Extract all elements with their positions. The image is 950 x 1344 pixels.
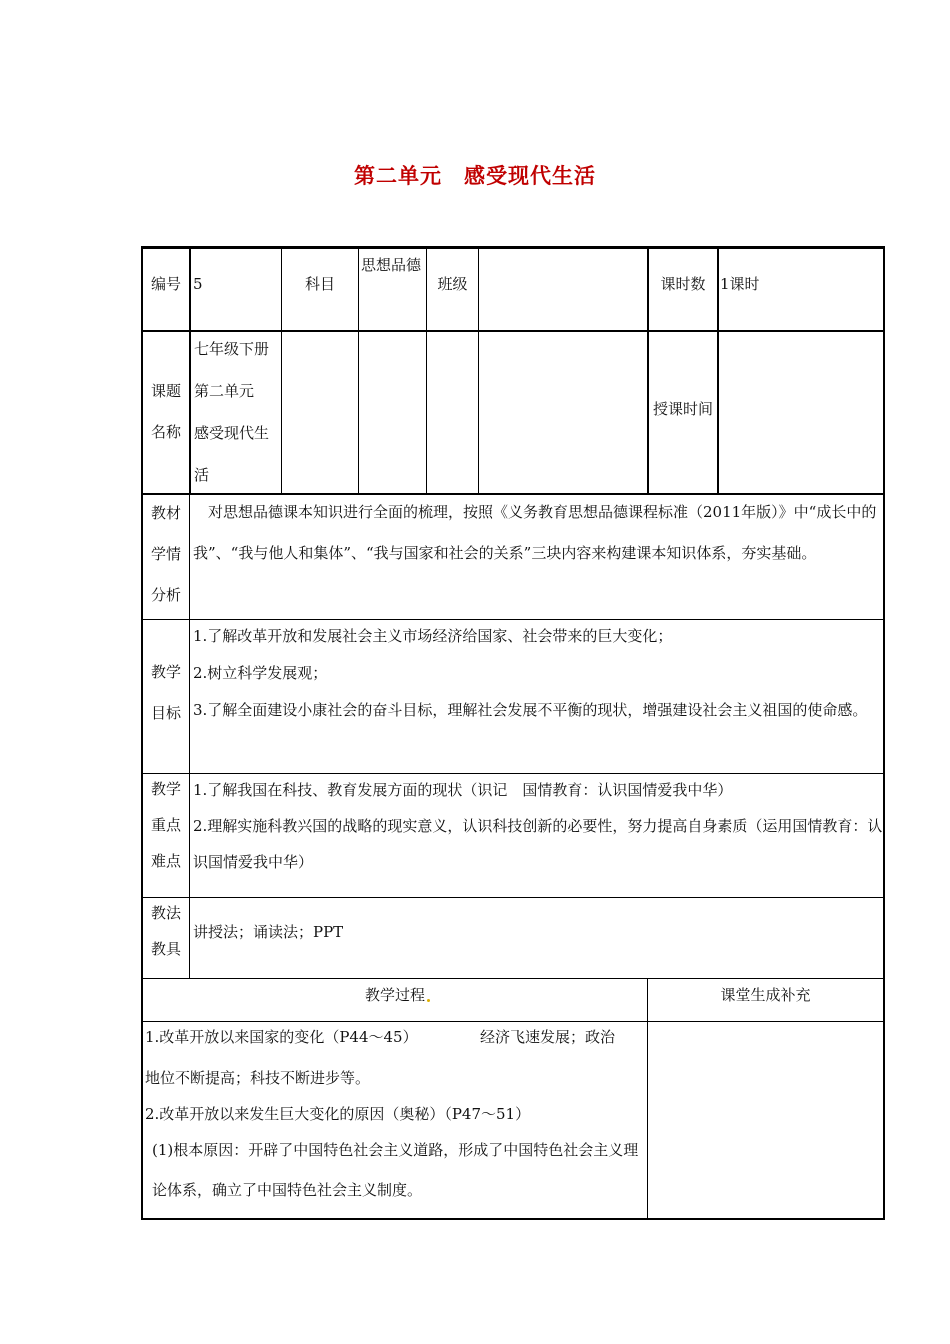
goals-list bbox=[193, 618, 883, 729]
keypoints-label: 教学重点难点 bbox=[151, 780, 182, 870]
topic-line: 七年级下册 bbox=[194, 340, 270, 358]
topic-name bbox=[194, 328, 280, 496]
topic-line: 活 bbox=[194, 466, 210, 484]
hours-label: 课时数 bbox=[660, 275, 706, 293]
dot-mark bbox=[427, 999, 430, 1002]
id-label: 编号 bbox=[151, 275, 182, 293]
topic-label: 课题名称 bbox=[151, 382, 182, 441]
methods-label: 教法教具 bbox=[151, 904, 182, 958]
analysis-label: 教材学情分析 bbox=[151, 504, 182, 604]
hours-value: 1课时 bbox=[720, 275, 760, 293]
keypoints-list bbox=[193, 772, 883, 880]
process-line-1b: 经济飞速发展；政治 bbox=[480, 1028, 616, 1046]
topic-line: 第二单元 bbox=[194, 382, 255, 400]
process-line-2: 2.改革开放以来发生巨大变化的原因（奥秘）（P47～51） bbox=[145, 1105, 531, 1123]
goal-item: 2.树立科学发展观； bbox=[193, 664, 328, 682]
process-line-1a: 1.改革开放以来国家的变化（P44～45） bbox=[145, 1028, 418, 1046]
subject-label: 科目 bbox=[304, 275, 335, 293]
process-line-3: (1)根本原因：开辟了中国特色社会主义道路，形成了中国特色社会主义理论体系，确立了中国特色社会主义制度。 bbox=[152, 1141, 639, 1199]
goal-item: 1.了解改革开放和发展社会主义市场经济给国家、社会带来的巨大变化； bbox=[193, 627, 673, 645]
supplement-header: 课堂生成补充 bbox=[720, 986, 811, 1004]
goal-item: 3.了解全面建设小康社会的奋斗目标，理解社会发展不平衡的现状，增强建设社会主义祖国的使命感。 bbox=[193, 701, 868, 719]
keypoint-item: 1.了解我国在科技、教育发展方面的现状（识记 国情教育：认识国情爱我中华） bbox=[193, 781, 733, 799]
goals-label: 教学目标 bbox=[151, 663, 182, 722]
methods-text: 讲授法；诵读法；PPT bbox=[193, 923, 344, 941]
id-value: 5 bbox=[193, 275, 203, 293]
time-label: 授课时间 bbox=[652, 400, 713, 418]
page-title: 第二单元 感受现代生活 bbox=[354, 164, 596, 188]
subject-value: 思想品德 bbox=[361, 256, 422, 274]
keypoint-item: 2.理解实施科教兴国的战略的现实意义，认识科技创新的必要性，努力提高自身素质（运用国情教育：认识国情爱我中华） bbox=[193, 817, 883, 871]
process-line-1c: 地位不断提高；科技不断进步等。 bbox=[145, 1069, 371, 1087]
process-header: 教学过程 bbox=[364, 986, 425, 1004]
analysis-text: 对思想品德课本知识进行全面的梳理，按照《义务教育思想品德课程标准（2011年版）》中“成长中的我”、“我与他人和集体”、“我与国家和社会的关系”三块内容来构建课本知识体系，夯实基础。 bbox=[193, 503, 877, 562]
topic-line: 感受现代生 bbox=[194, 424, 270, 442]
class-label: 班级 bbox=[437, 275, 468, 293]
